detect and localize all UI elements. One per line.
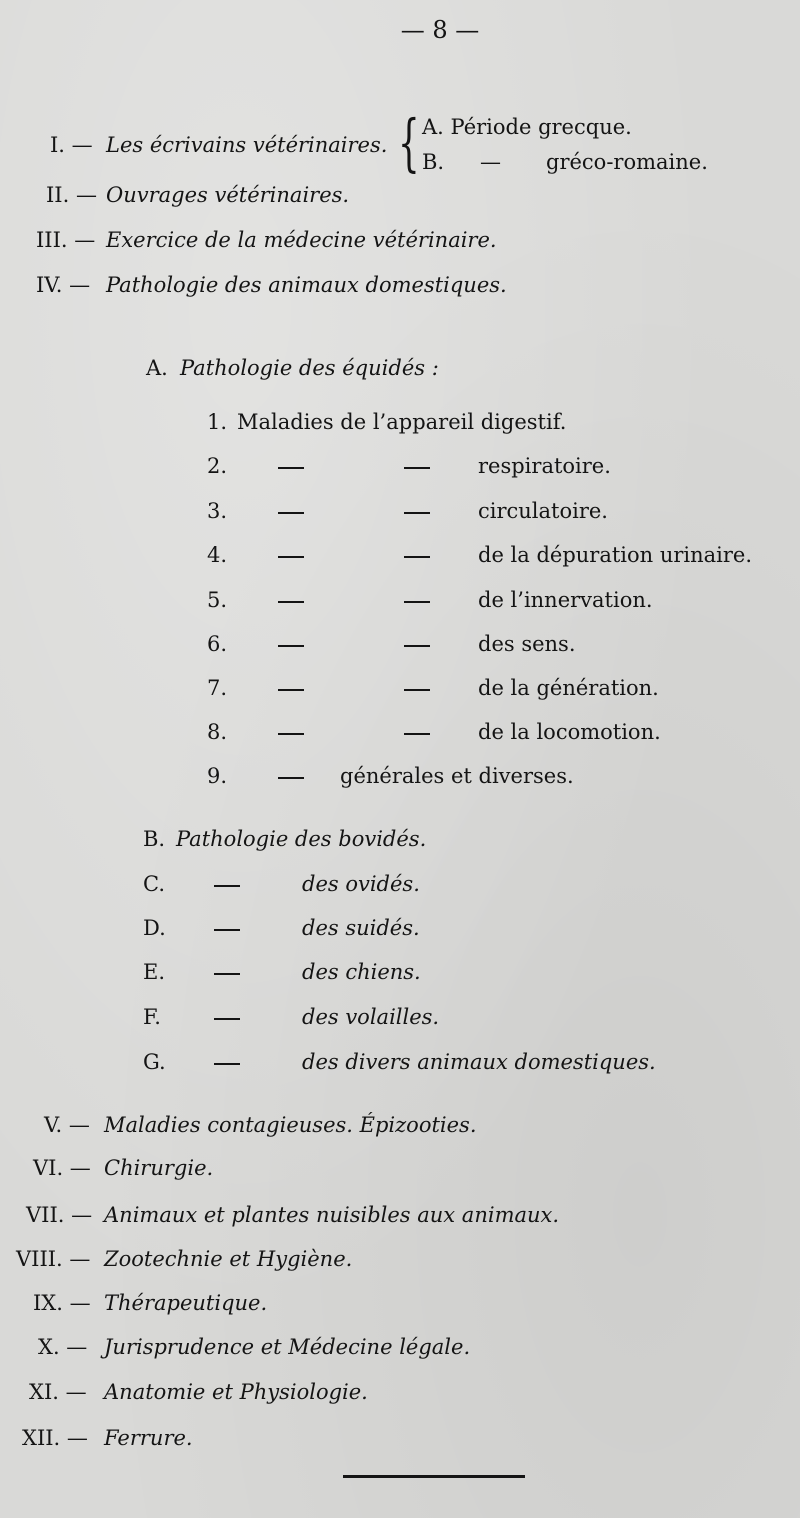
ditto-dash (214, 885, 240, 887)
subsection-title: des divers animaux domestiques. (302, 1050, 656, 1074)
subsection-letter: A. (146, 356, 168, 380)
section-title: Zootechnie et Hygiène. (104, 1247, 353, 1271)
section-number: VII. — (26, 1203, 93, 1227)
list-text: de la génération. (478, 676, 659, 700)
subsection-a: A. Période grecque. (422, 115, 632, 139)
section-number: VIII. — (16, 1247, 91, 1271)
ditto-dash (404, 556, 430, 558)
ditto-dash (404, 689, 430, 691)
list-text: de l’innervation. (478, 588, 653, 612)
subsection-letter: E. (143, 960, 166, 984)
ditto-dash (278, 467, 304, 469)
subsection-letter: B. (143, 827, 166, 851)
list-text: des sens. (478, 632, 576, 656)
section-title: Exercice de la médecine vétérinaire. (106, 228, 497, 252)
list-number: 6. (207, 632, 228, 656)
ditto-dash (404, 512, 430, 514)
ditto-dash (278, 733, 304, 735)
brace: { (398, 106, 420, 179)
list-number: 1. (207, 410, 228, 434)
section-number: III. — (36, 228, 96, 252)
list-number: 3. (207, 499, 228, 523)
section-title: Ouvrages vétérinaires. (106, 183, 350, 207)
subsection-title: des ovidés. (302, 872, 420, 896)
section-title: Anatomie et Physiologie. (104, 1380, 368, 1404)
ditto-dash: — (480, 150, 501, 174)
ditto-dash (278, 601, 304, 603)
section-number: X. — (38, 1335, 88, 1359)
list-text: respiratoire. (478, 454, 611, 478)
list-number: 8. (207, 720, 228, 744)
section-number: XII. — (22, 1426, 88, 1450)
ditto-dash (214, 1063, 240, 1065)
ditto-dash (214, 973, 240, 975)
section-title: Ferrure. (104, 1426, 193, 1450)
list-number: 7. (207, 676, 228, 700)
section-title: Pathologie des animaux domestiques. (106, 273, 507, 297)
subsection-title: des suidés. (302, 916, 420, 940)
ditto-dash (214, 1018, 240, 1020)
end-rule (343, 1475, 525, 1478)
section-number: IX. — (33, 1291, 91, 1315)
subsection-title: des volailles. (302, 1005, 440, 1029)
ditto-dash (278, 777, 304, 779)
section-number: VI. — (33, 1156, 91, 1180)
subsection-title: Pathologie des équidés : (180, 356, 439, 380)
list-text: de la dépuration urinaire. (478, 543, 753, 567)
subsection-b-letter: B. (422, 150, 445, 174)
subsection-letter: C. (143, 872, 165, 896)
list-number: 5. (207, 588, 228, 612)
ditto-dash (404, 645, 430, 647)
section-title: Chirurgie. (104, 1156, 214, 1180)
subsection-letter: F. (143, 1005, 161, 1029)
ditto-dash (278, 689, 304, 691)
section-number: II. — (46, 183, 97, 207)
ditto-dash (214, 929, 240, 931)
subsection-b-text: gréco-romaine. (546, 150, 708, 174)
section-number: IV. — (36, 273, 91, 297)
list-text: Maladies de l’appareil digestif. (237, 410, 567, 434)
section-title: Thérapeutique. (104, 1291, 268, 1315)
list-text: générales et diverses. (340, 764, 574, 788)
ditto-dash (278, 645, 304, 647)
page-number: — 8 — (400, 16, 480, 44)
list-text: circulatoire. (478, 499, 608, 523)
list-number: 4. (207, 543, 228, 567)
section-title: Maladies contagieuses. Épizooties. (104, 1113, 477, 1137)
list-number: 2. (207, 454, 228, 478)
subsection-letter: D. (143, 916, 166, 940)
ditto-dash (278, 512, 304, 514)
section-number: I. — (50, 133, 93, 157)
subsection-title: des chiens. (302, 960, 421, 984)
section-title: Les écrivains vétérinaires. (106, 133, 388, 157)
ditto-dash (404, 733, 430, 735)
subsection-title: Pathologie des bovidés. (176, 827, 427, 851)
section-number: V. — (44, 1113, 90, 1137)
ditto-dash (404, 467, 430, 469)
list-number: 9. (207, 764, 228, 788)
ditto-dash (278, 556, 304, 558)
ditto-dash (404, 601, 430, 603)
section-number: XI. — (29, 1380, 87, 1404)
subsection-letter: G. (143, 1050, 166, 1074)
section-title: Jurisprudence et Médecine légale. (104, 1335, 471, 1359)
list-text: de la locomotion. (478, 720, 661, 744)
section-title: Animaux et plantes nuisibles aux animaux. (104, 1203, 560, 1227)
